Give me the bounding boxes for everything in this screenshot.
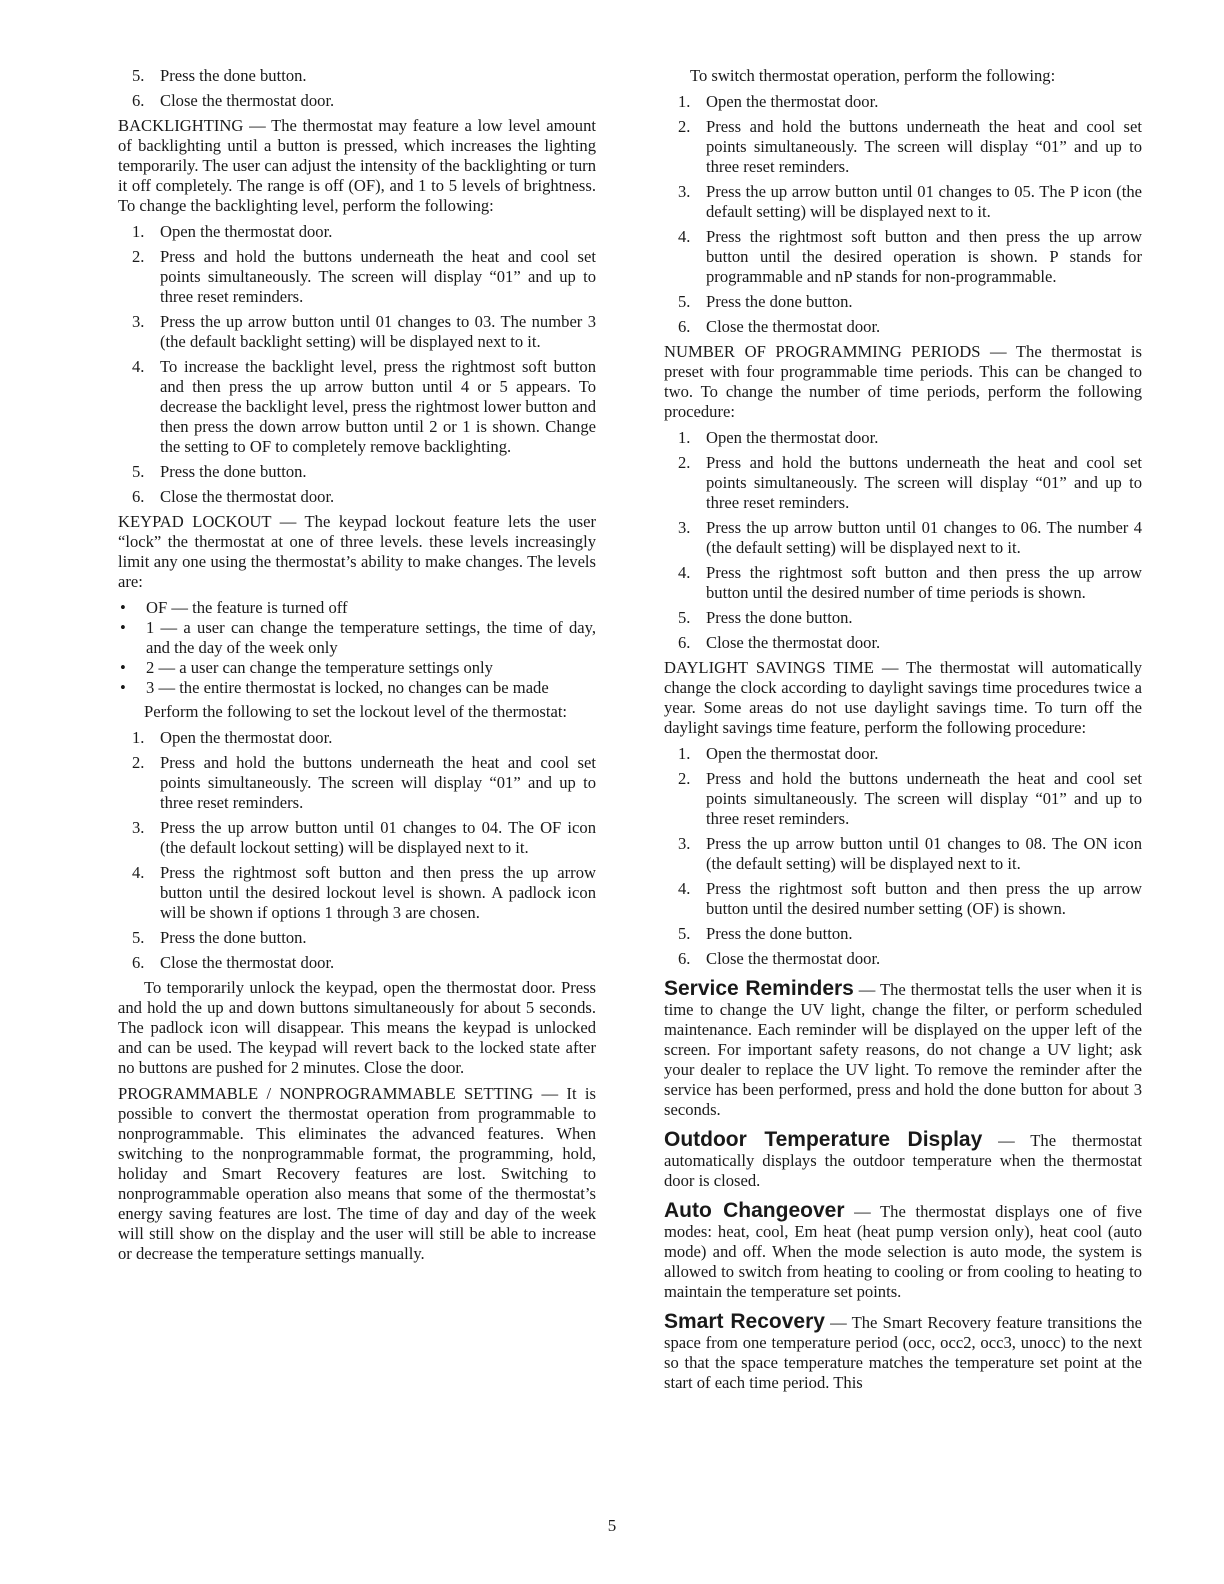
keypad-lockout-paragraph: KEYPAD LOCKOUT — The keypad lockout feature lets the user “lock” the thermostat at one of three levels. these levels increasingly limit any one using the thermostat’s ability to make changes. The levels are: (118, 512, 596, 591)
step-item (664, 949, 1142, 969)
step-number: 5. (132, 462, 145, 481)
bullet-item (118, 598, 596, 618)
lockout-perform-paragraph: Perform the following to set the lockout level of the thermostat: (144, 702, 568, 721)
step-number: 5. (678, 924, 691, 943)
step-number: 1. (678, 92, 691, 111)
service-reminders-section (664, 979, 1142, 1120)
steps-top (118, 66, 596, 111)
step-text: Press the rightmost soft button and then press the up arrow button until the desired number setting (OF) is shown. (706, 879, 1142, 918)
step-text: Press the up arrow button until 01 changes to 05. The P icon (the default setting) will be displayed next to it. (706, 182, 1142, 221)
backlighting-paragraph: BACKLIGHTING — The thermostat may feature a low level amount of backlighting until a button is pressed, which increases the lighting temporarily. The user can adjust the intensity of the backlighting or turn it off completely. The range is off (OF), and 1 to 5 levels of brightness. To change the backlighting level, perform the following: (118, 116, 596, 215)
step-item (118, 357, 596, 457)
outdoor-temperature-heading: Outdoor Temperature Display (664, 1128, 983, 1151)
step-number: 2. (678, 117, 691, 136)
step-item (664, 317, 1142, 337)
step-text: Press and hold the buttons underneath the heat and cool set points simultaneously. The screen will display “01” and up to three reset reminders. (706, 453, 1142, 512)
smart-recovery-text: — The Smart Recovery feature transitions the space from one temperature period (occ, occ2, occ3, unocc) to the next so that the space temperature matches the temperature set point at the start of each time period. This (664, 1313, 1142, 1392)
step-text: Open the thermostat door. (706, 744, 879, 763)
step-item (118, 222, 596, 242)
step-text: Press the rightmost soft button and then press the up arrow button until the desired operation is shown. P stands for programmable and nP stands for non-programmable. (706, 227, 1142, 286)
step-item (118, 487, 596, 507)
service-reminders-text: — The thermostat tells the user when it is time to change the UV light, change the filter, or perform scheduled maintenance. Each reminder will be displayed on the upper left of the screen. For important safety reasons, do not change a UV light; ask your dealer to replace the UV light. To remove the reminder after the service has been performed, press and hold the done button for about 3 seconds. (664, 980, 1142, 1119)
bullet-icon: • (120, 598, 126, 617)
step-number: 5. (678, 608, 691, 627)
step-item (118, 462, 596, 482)
step-text: Open the thermostat door. (160, 222, 333, 241)
step-number: 4. (678, 563, 691, 582)
auto-changeover-section (664, 1201, 1142, 1302)
outdoor-temperature-section (664, 1130, 1142, 1191)
step-item (118, 863, 596, 923)
daylight-savings-paragraph: DAYLIGHT SAVINGS TIME — The thermostat will automatically change the clock according to daylight savings time procedures twice a year. Some areas do not use daylight savings time. To turn off the daylight savings time feature, perform the following procedure: (664, 658, 1142, 737)
step-text: Open the thermostat door. (160, 728, 333, 747)
step-item (118, 91, 596, 111)
step-number: 1. (132, 222, 145, 241)
bullet-text: 2 — a user can change the temperature settings only (146, 658, 493, 677)
step-item (118, 953, 596, 973)
steps-backlighting (118, 222, 596, 507)
step-number: 5. (678, 292, 691, 311)
step-number: 6. (132, 953, 145, 972)
smart-recovery-heading: Smart Recovery (664, 1310, 825, 1333)
step-number: 4. (678, 227, 691, 246)
step-text: Press and hold the buttons underneath the heat and cool set points simultaneously. The screen will display “01” and up to three reset reminders. (706, 117, 1142, 176)
step-item (664, 924, 1142, 944)
step-text: Close the thermostat door. (706, 317, 881, 336)
step-text: Press the up arrow button until 01 changes to 04. The OF icon (the default lockout setting) will be displayed next to it. (160, 818, 596, 857)
bullet-item (118, 678, 596, 698)
step-item (664, 744, 1142, 764)
step-item (118, 247, 596, 307)
step-number: 3. (678, 182, 691, 201)
step-number: 6. (678, 633, 691, 652)
step-number: 2. (678, 453, 691, 472)
step-text: Close the thermostat door. (160, 91, 335, 110)
smart-recovery-section (664, 1312, 1142, 1393)
bullet-text: 3 — the entire thermostat is locked, no changes can be made (146, 678, 549, 697)
keypad-lockout-levels (118, 598, 596, 698)
step-text: Press the done button. (706, 924, 853, 943)
programmable-paragraph: PROGRAMMABLE / NONPROGRAMMABLE SETTING — It is possible to convert the thermostat operation from programmable to nonprogrammable. This eliminates the advanced features. When switching to the nonprogrammable format, the programming, hold, holiday and Smart Recovery features are lost. Switching to nonprogrammable operation also means that some of the thermostat’s energy saving features are lost. The time of day and day of the week will still show on the display and the user will still be able to increase or decrease the temperature settings manually. (118, 1084, 596, 1263)
step-number: 4. (132, 863, 145, 882)
step-number: 2. (678, 769, 691, 788)
steps-switch-operation (664, 92, 1142, 337)
unlock-paragraph: To temporarily unlock the keypad, open the thermostat door. Press and hold the up and down buttons simultaneously for about 5 seconds. The padlock icon will disappear. This means the keypad is unlocked and can be used. The keypad will revert back to the locked state after no buttons are pushed for 2 minutes. Close the door. (118, 978, 596, 1077)
step-text: Press the done button. (160, 462, 307, 481)
step-item (118, 818, 596, 858)
step-text: Close the thermostat door. (706, 633, 881, 652)
step-text: Open the thermostat door. (706, 92, 879, 111)
step-text: Press the done button. (706, 608, 853, 627)
step-item (664, 633, 1142, 653)
step-item (664, 769, 1142, 829)
step-number: 6. (678, 949, 691, 968)
outdoor-temperature-text: — The thermostat automatically displays the outdoor temperature when the thermostat door is closed. (664, 1131, 1142, 1190)
right-column (664, 66, 1142, 1399)
bullet-text: 1 — a user can change the temperature settings, the time of day, and the day of the week only (146, 618, 596, 657)
auto-changeover-text: — The thermostat displays one of five modes: heat, cool, Em heat (heat pump version only), heat cool (auto mode) and off. When the mode selection is auto mode, the system is allowed to switch from heating to cooling or from cooling to heating to maintain the temperature set points. (664, 1202, 1142, 1301)
step-text: Close the thermostat door. (160, 487, 335, 506)
step-number: 5. (132, 928, 145, 947)
step-text: Press the done button. (160, 928, 307, 947)
programming-periods-paragraph: NUMBER OF PROGRAMMING PERIODS — The thermostat is preset with four programmable time periods. This can be changed to two. To change the number of time periods, perform the following procedure: (664, 342, 1142, 421)
step-text: Press and hold the buttons underneath the heat and cool set points simultaneously. The screen will display “01” and up to three reset reminders. (706, 769, 1142, 828)
step-item (118, 312, 596, 352)
step-item (664, 608, 1142, 628)
step-item (664, 563, 1142, 603)
switch-intro: To switch thermostat operation, perform the following: (690, 66, 1056, 85)
bullet-icon: • (120, 618, 126, 637)
step-text: Press the rightmost soft button and then press the up arrow button until the desired lockout level is shown. A padlock icon will be shown if options 1 through 3 are chosen. (160, 863, 596, 922)
bullet-icon: • (120, 658, 126, 677)
step-item (664, 428, 1142, 448)
bullet-item (118, 618, 596, 658)
step-number: 3. (678, 518, 691, 537)
step-text: Press the up arrow button until 01 changes to 06. The number 4 (the default setting) will be displayed next to it. (706, 518, 1142, 557)
step-item (664, 292, 1142, 312)
step-text: Press and hold the buttons underneath the heat and cool set points simultaneously. The screen will display “01” and up to three reset reminders. (160, 247, 596, 306)
step-text: Close the thermostat door. (160, 953, 335, 972)
step-item (664, 117, 1142, 177)
step-text: Press the up arrow button until 01 changes to 08. The ON icon (the default setting) will be displayed next to it. (706, 834, 1142, 873)
step-item (118, 753, 596, 813)
step-number: 3. (678, 834, 691, 853)
steps-daylight-savings (664, 744, 1142, 969)
step-number: 6. (132, 91, 145, 110)
step-item (118, 66, 596, 86)
step-number: 3. (132, 312, 145, 331)
step-number: 1. (132, 728, 145, 747)
step-number: 2. (132, 753, 145, 772)
step-number: 1. (678, 428, 691, 447)
bullet-icon: • (120, 678, 126, 697)
service-reminders-heading: Service Reminders (664, 977, 854, 1000)
step-item (118, 928, 596, 948)
step-text: Press the done button. (160, 66, 307, 85)
step-number: 2. (132, 247, 145, 266)
bullet-text: OF — the feature is turned off (146, 598, 348, 617)
step-item (118, 728, 596, 748)
steps-keypad-lockout (118, 728, 596, 973)
step-text: Press the done button. (706, 292, 853, 311)
step-number: 6. (132, 487, 145, 506)
page-number: 5 (607, 1516, 617, 1535)
auto-changeover-heading: Auto Changeover (664, 1199, 845, 1222)
step-item (664, 518, 1142, 558)
step-text: Press the rightmost soft button and then press the up arrow button until the desired number of time periods is shown. (706, 563, 1142, 602)
step-item (664, 227, 1142, 287)
step-number: 4. (678, 879, 691, 898)
step-item (664, 182, 1142, 222)
step-text: Close the thermostat door. (706, 949, 881, 968)
steps-programming-periods (664, 428, 1142, 653)
step-text: Open the thermostat door. (706, 428, 879, 447)
step-number: 3. (132, 818, 145, 837)
step-item (664, 92, 1142, 112)
step-item (664, 879, 1142, 919)
step-number: 5. (132, 66, 145, 85)
step-text: Press and hold the buttons underneath the heat and cool set points simultaneously. The screen will display “01” and up to three reset reminders. (160, 753, 596, 812)
step-number: 4. (132, 357, 145, 376)
step-item (664, 453, 1142, 513)
bullet-item (118, 658, 596, 678)
step-text: Press the up arrow button until 01 changes to 03. The number 3 (the default backlight setting) will be displayed next to it. (160, 312, 596, 351)
step-number: 6. (678, 317, 691, 336)
left-column (118, 66, 596, 1270)
step-text: To increase the backlight level, press the rightmost soft button and then press the up arrow button until 4 or 5 appears. To decrease the backlight level, press the rightmost lower button and then press the down arrow button until 2 or 1 is shown. Change the setting to OF to completely remove backlighting. (160, 357, 596, 456)
step-item (664, 834, 1142, 874)
step-number: 1. (678, 744, 691, 763)
